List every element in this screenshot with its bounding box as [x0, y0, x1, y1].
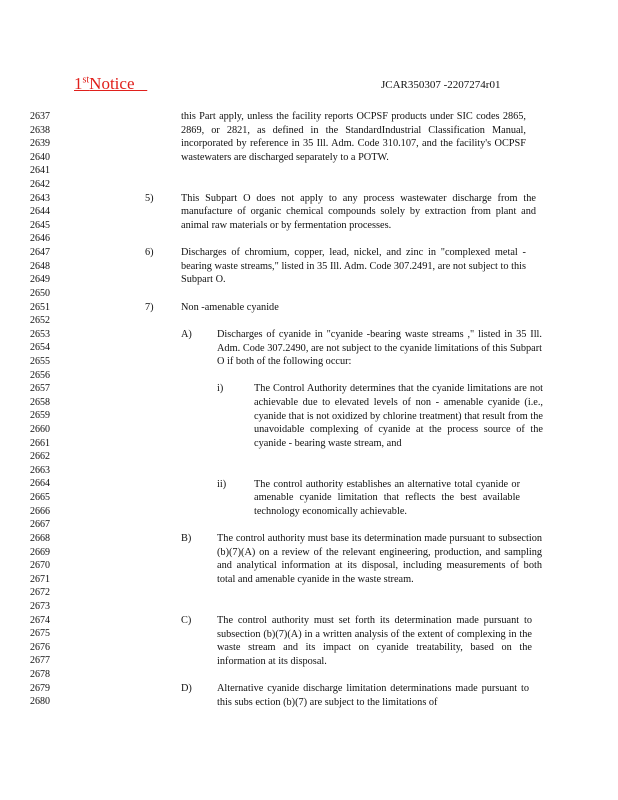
line-number: 2639 — [30, 138, 50, 150]
line-number: 2653 — [30, 328, 50, 340]
subitem-text-c: The control authority must set forth its determination made pursuant to subsection (b)(7)(A) in a written analysis of the extent of complexing in the waste stream and its impact on cyanide treatability, based on the information at its disposal. — [217, 614, 532, 667]
line-number: 2647 — [30, 247, 50, 259]
line-number: 2652 — [30, 315, 50, 327]
line-number: 2643 — [30, 192, 50, 204]
item-text-6: Discharges of chromium, copper, lead, nickel, and zinc in "complexed metal -bearing waste streams," listed in 35 Ill. Adm. Code 307.2491, are not subject to this Subpart O. — [181, 247, 526, 286]
line-number: 2649 — [30, 274, 50, 286]
item-label-7: 7) — [145, 301, 154, 313]
item-text-7: Non -amenable cyanide — [181, 301, 279, 313]
subitem-text-d: Alternative cyanide discharge limitation determinations made pursuant to this subs ection (b)(7) are subject to the limitations of — [217, 683, 529, 708]
line-number-gutter — [30, 110, 56, 709]
notice-heading: 1stNotice — [74, 74, 135, 93]
item-label-5: 5) — [145, 192, 154, 204]
line-number: 2673 — [30, 600, 50, 612]
subitem-label-c: C) — [181, 614, 192, 626]
subsubitem-label-ii: ii) — [217, 478, 227, 490]
line-number: 2664 — [30, 478, 50, 490]
item-text-5: This Subpart O does not apply to any process wastewater discharge from the manufacture of organic chemical compounds solely by extraction from plant and animal raw materials or by fermentation processes. — [181, 192, 536, 231]
subsubitem-text-ii: The control authority establishes an alternative total cyanide or amenable cyanide limitation that reflects the best available technology economically achievable. — [254, 478, 520, 517]
line-number: 2640 — [30, 151, 50, 163]
subitem-label-b: B) — [181, 533, 192, 545]
document-code: JCAR350307 -2207274r01 — [381, 79, 501, 91]
subitem-label-a: A) — [181, 328, 192, 340]
line-number: 2644 — [30, 206, 50, 218]
line-number: 2667 — [30, 519, 50, 531]
line-number: 2638 — [30, 124, 50, 136]
line-number: 2678 — [30, 668, 50, 680]
line-number: 2645 — [30, 219, 50, 231]
line-number: 2656 — [30, 369, 50, 381]
subsubitem-text-i: The Control Authority determines that the cyanide limitations are not achievable due to elevated levels of non - amenable cyanide (i.e., cyanide that is not oxidized by chlorine treatment) that result from the unavoidable complexing of cyanide at the process source of the cyanide - bearing waste stream, and — [254, 383, 543, 449]
line-number: 2651 — [30, 301, 50, 313]
line-number: 2657 — [30, 383, 50, 395]
line-number: 2676 — [30, 641, 50, 653]
line-number: 2672 — [30, 587, 50, 599]
line-number: 2648 — [30, 260, 50, 272]
line-number: 2680 — [30, 696, 50, 708]
line-number: 2659 — [30, 410, 50, 422]
item-label-6: 6) — [145, 247, 154, 259]
line-number: 2654 — [30, 342, 50, 354]
subitem-label-d: D) — [181, 683, 192, 694]
line-number: 2665 — [30, 492, 50, 504]
line-number: 2669 — [30, 546, 50, 558]
subitem-text-a: Discharges of cyanide in "cyanide -bearing waste streams ," listed in 35 Ill. Adm. Code 307.2490, are not subject to the cyanide limitations of this Subpart O if both of the following occur: — [217, 328, 542, 368]
line-number: 2642 — [30, 179, 50, 191]
line-number: 2660 — [30, 424, 50, 436]
line-number: 2677 — [30, 655, 50, 667]
line-number: 2646 — [30, 233, 50, 245]
line-number: 2641 — [30, 165, 50, 177]
line-number: 2671 — [30, 573, 50, 585]
line-number: 2663 — [30, 464, 50, 476]
subsubitem-label-i: i) — [217, 383, 224, 395]
line-number: 2658 — [30, 396, 50, 408]
subitem-text-b: The control authority must base its determination made pursuant to subsection (b)(7)(A) on a review of the relevant engineering, production, and sampling and analytical information at its disposal, including measurements of both total and amenable cyanide in the waste stream. — [217, 533, 542, 586]
line-number: 2668 — [30, 532, 50, 544]
line-number: 2637 — [30, 111, 50, 122]
line-number: 2674 — [30, 614, 50, 626]
line-number: 2662 — [30, 451, 50, 463]
continuation-paragraph: this Part apply, unless the facility reports OCPSF products under SIC codes 2865, 2869, or 2821, as defined in the StandardIndustrial Classification Manual, incorporated by reference in 35 Ill. Adm. Code 310.107, and the facility's OCPSF wastewaters are discharged separately to a POTW. — [181, 111, 526, 163]
line-number: 2666 — [30, 505, 50, 517]
line-number: 2650 — [30, 287, 50, 299]
line-number: 2679 — [30, 682, 50, 694]
line-number: 2675 — [30, 628, 50, 640]
line-number: 2661 — [30, 437, 50, 449]
line-number: 2670 — [30, 560, 50, 572]
line-number: 2655 — [30, 355, 50, 367]
